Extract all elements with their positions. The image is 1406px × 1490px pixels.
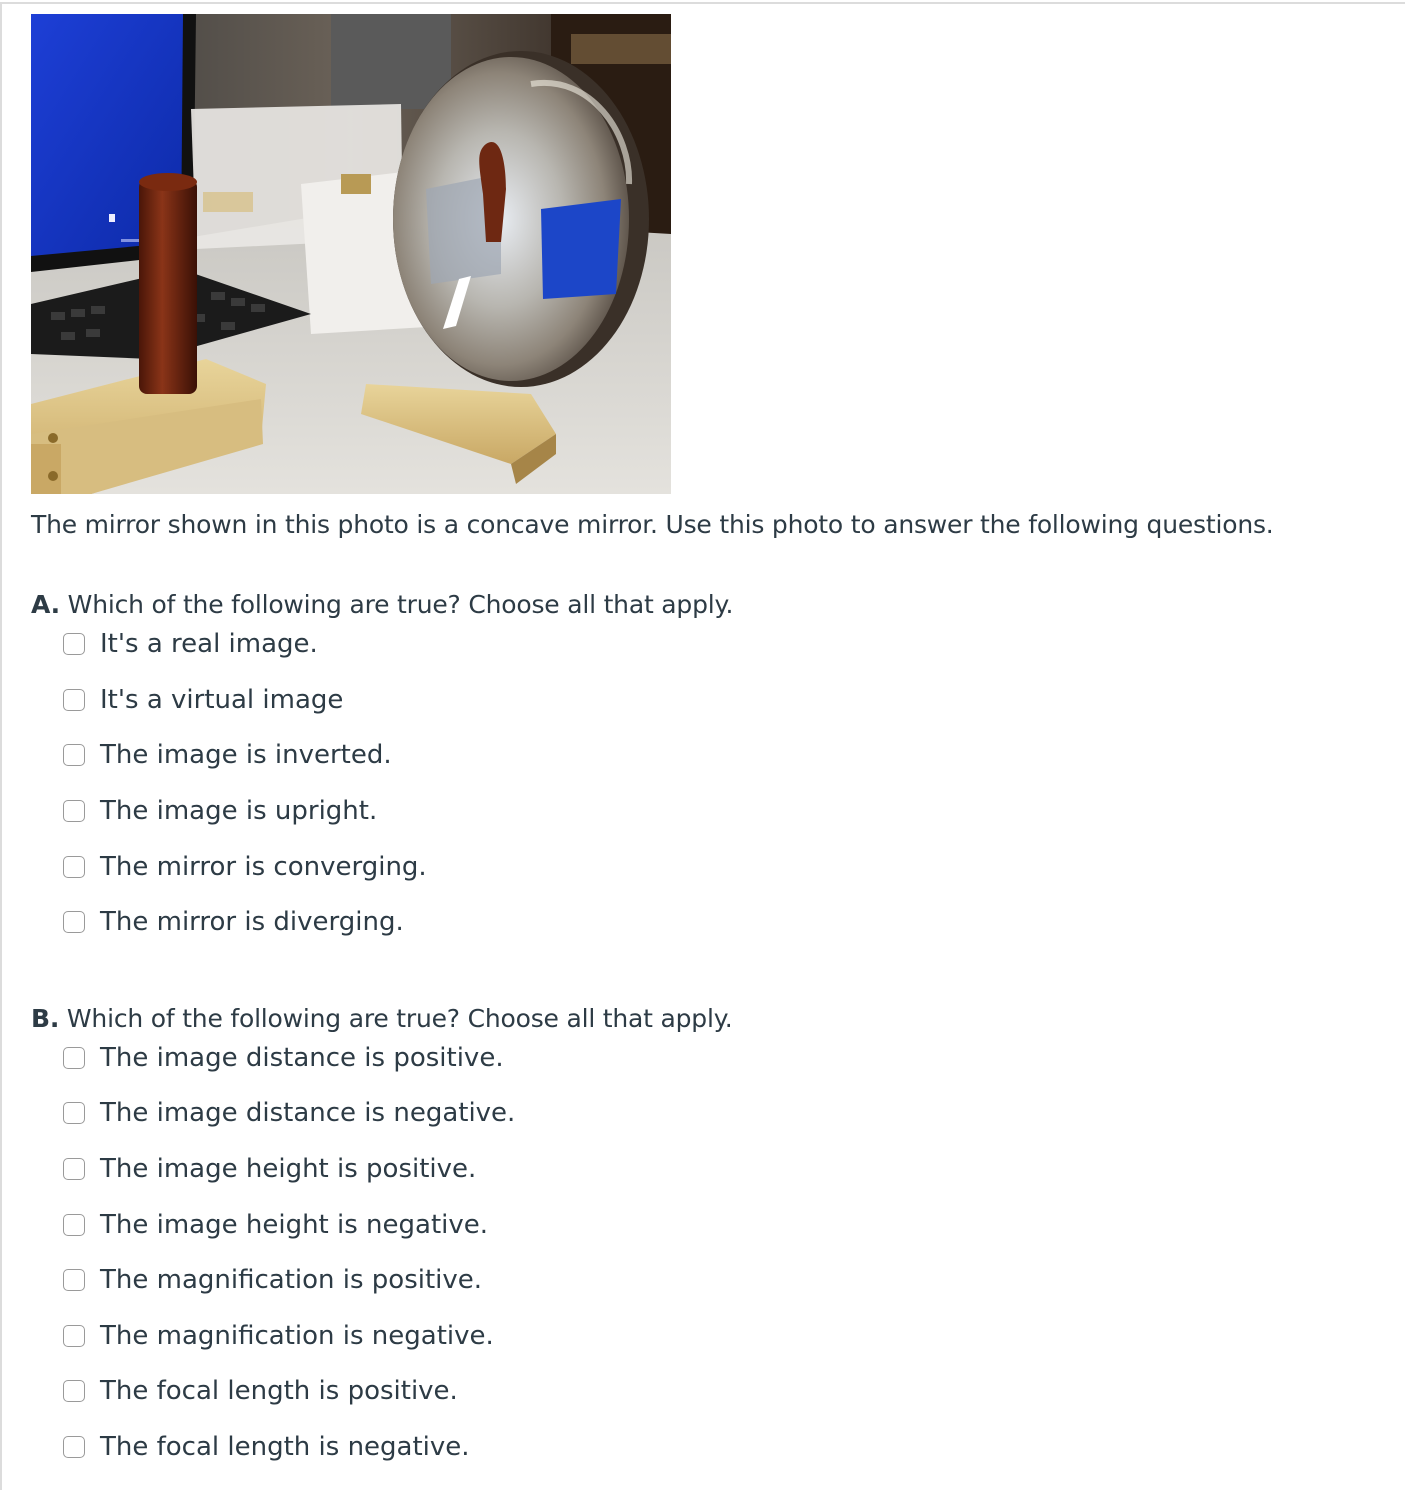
question-b-option[interactable]: [63, 1149, 476, 1189]
checkbox[interactable]: [63, 1214, 85, 1236]
concave-mirror-photo: [31, 14, 671, 494]
question-a-option[interactable]: [63, 680, 343, 720]
question-b-option[interactable]: [63, 1427, 470, 1467]
question-a-option[interactable]: [63, 624, 318, 664]
question-a-option[interactable]: [63, 791, 377, 831]
question-a-prompt: [31, 588, 733, 622]
instructions-text: The mirror shown in this photo is a concave mirror. Use this photo to answer the following questions.: [31, 510, 1274, 539]
checkbox[interactable]: [63, 1158, 85, 1180]
checkbox[interactable]: [63, 689, 85, 711]
question-b-option[interactable]: [63, 1038, 504, 1078]
question-a-option[interactable]: [63, 902, 404, 942]
option-label: The image distance is positive.: [100, 1043, 504, 1073]
option-label: It's a real image.: [100, 629, 318, 659]
checkbox[interactable]: [63, 1436, 85, 1458]
checkbox[interactable]: [63, 633, 85, 655]
option-label: The image height is positive.: [100, 1154, 477, 1184]
option-label: The mirror is diverging.: [100, 907, 404, 937]
question-b-option[interactable]: [63, 1371, 458, 1411]
option-label: The mirror is converging.: [100, 852, 427, 882]
checkbox[interactable]: [63, 800, 85, 822]
checkbox[interactable]: [63, 1325, 85, 1347]
question-b-text: Which of the following are true? Choose all that apply.: [59, 1004, 733, 1033]
question-b-option[interactable]: [63, 1316, 494, 1356]
checkbox[interactable]: [63, 1269, 85, 1291]
option-label: The image is inverted.: [100, 740, 392, 770]
question-a-text: Which of the following are true? Choose all that apply.: [59, 590, 734, 619]
option-label: The magnification is negative.: [100, 1321, 494, 1351]
question-a-option[interactable]: [63, 847, 427, 887]
checkbox[interactable]: [63, 1380, 85, 1402]
question-b-letter: B.: [31, 1004, 60, 1033]
checkbox[interactable]: [63, 744, 85, 766]
option-label: The image height is negative.: [100, 1210, 489, 1240]
checkbox[interactable]: [63, 856, 85, 878]
option-label: The image distance is negative.: [100, 1098, 516, 1128]
question-b-prompt: [31, 1002, 733, 1036]
option-label: The focal length is negative.: [100, 1432, 470, 1462]
question-a-option[interactable]: [63, 735, 392, 775]
checkbox[interactable]: [63, 1102, 85, 1124]
question-b-option[interactable]: [63, 1260, 482, 1300]
option-label: It's a virtual image: [100, 685, 344, 715]
option-label: The focal length is positive.: [100, 1376, 458, 1406]
option-label: The image is upright.: [100, 796, 378, 826]
question-b-option[interactable]: [63, 1205, 488, 1245]
checkbox[interactable]: [63, 1047, 85, 1069]
question-b-option[interactable]: [63, 1093, 515, 1133]
question-a-letter: A.: [31, 590, 60, 619]
option-label: The magnification is positive.: [100, 1265, 483, 1295]
checkbox[interactable]: [63, 911, 85, 933]
